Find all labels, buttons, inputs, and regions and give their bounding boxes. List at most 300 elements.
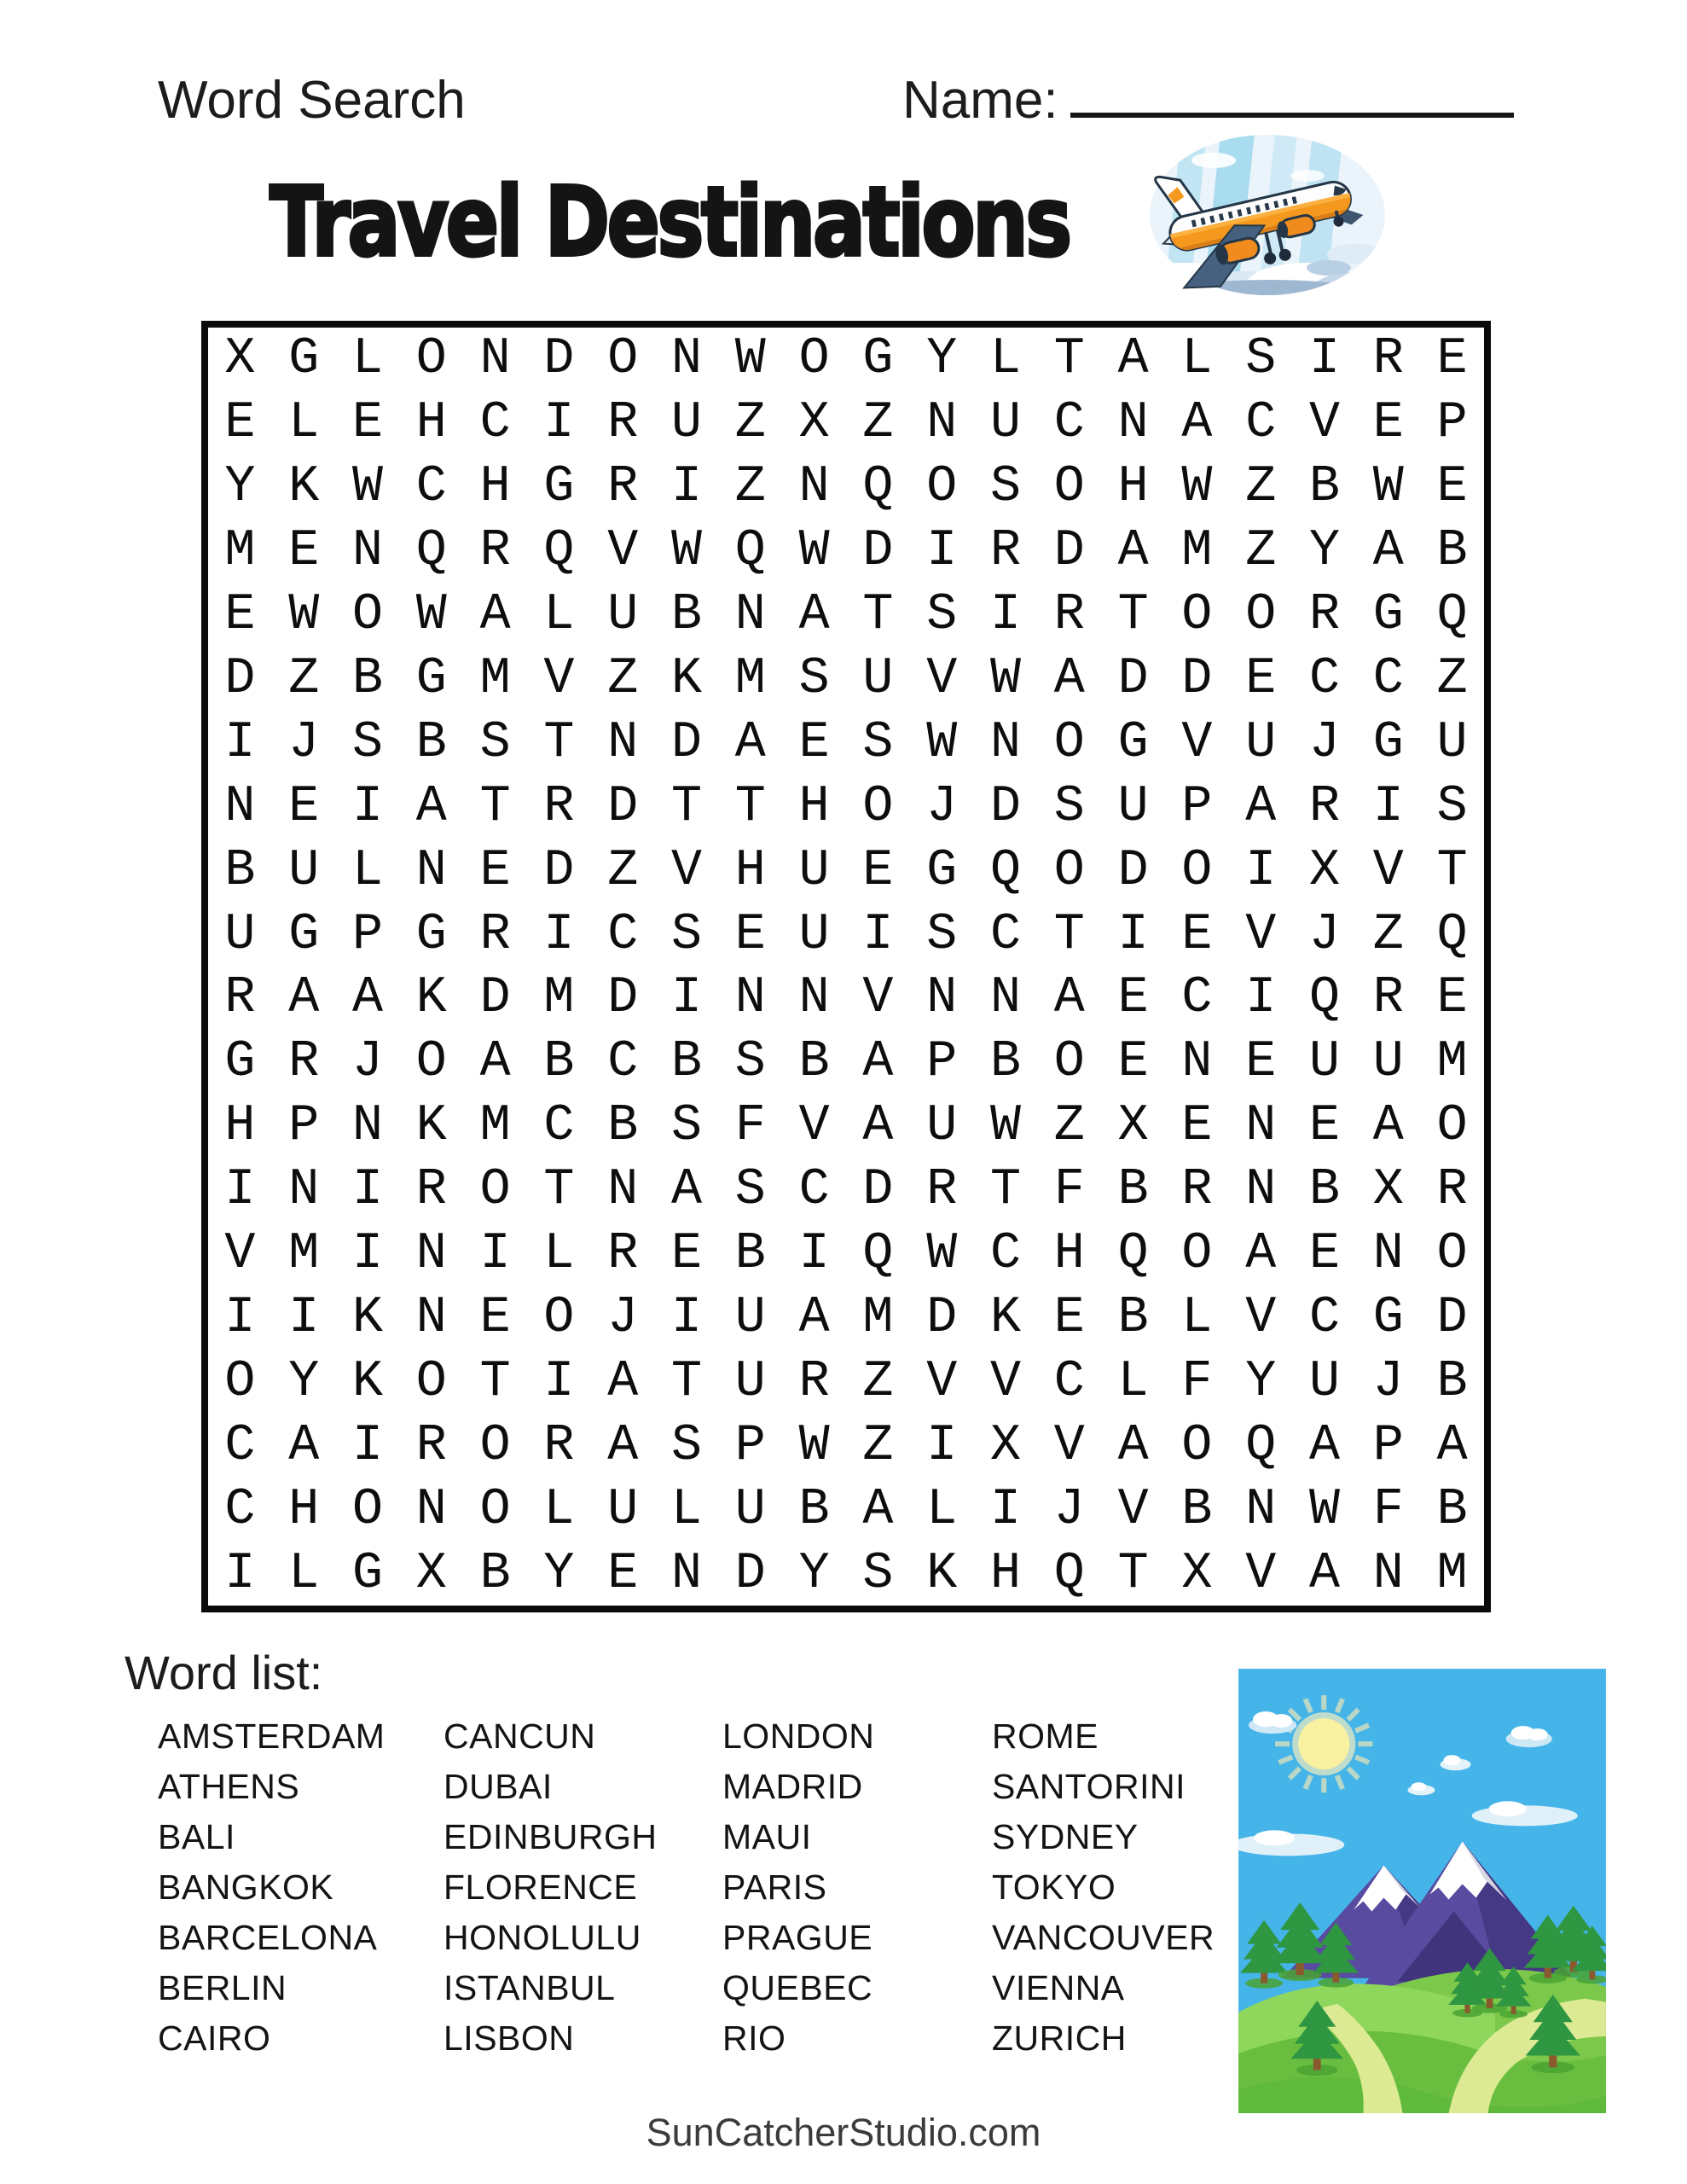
grid-cell: C (798, 1161, 830, 1220)
grid-cell: A (670, 1161, 702, 1220)
grid-cell: C (989, 905, 1021, 964)
grid-cell: U (1436, 713, 1468, 772)
grid-cell: W (1308, 1480, 1340, 1539)
grid-cell: A (479, 1033, 511, 1092)
word-list-item: HONOLULU (443, 1918, 641, 1957)
grid-cell: B (670, 586, 702, 645)
grid-cell: S (351, 713, 383, 772)
grid-cell: D (607, 777, 639, 836)
grid-cell: G (415, 905, 447, 964)
grid-cell: P (351, 905, 383, 964)
grid-cell: V (989, 1352, 1021, 1411)
grid-cell: P (1372, 1416, 1404, 1475)
word-list-item: ROME (992, 1716, 1099, 1756)
grid-cell: H (288, 1480, 320, 1539)
word-list-heading: Word list: (125, 1646, 323, 1699)
grid-cell: U (734, 1352, 766, 1411)
grid-cell: E (288, 522, 320, 581)
grid-cell: T (670, 1352, 702, 1411)
grid-cell: Z (1245, 458, 1277, 517)
word-list-column (443, 1711, 722, 2064)
grid-cell: E (224, 586, 256, 645)
grid-cell: Y (224, 458, 256, 517)
grid-cell: D (543, 841, 575, 900)
grid-cell: U (1372, 1033, 1404, 1092)
grid-cell: E (479, 1288, 511, 1347)
grid-cell: B (1308, 458, 1340, 517)
grid-cell: A (1245, 777, 1277, 836)
grid-cell: I (670, 458, 702, 517)
grid-cell: U (607, 586, 639, 645)
grid-cell: F (1053, 1161, 1085, 1220)
grid-cell: X (989, 1416, 1021, 1475)
grid-cell: P (926, 1033, 958, 1092)
grid-cell: T (1053, 330, 1085, 389)
grid-cell: A (1436, 1416, 1468, 1475)
grid-cell: K (415, 969, 447, 1028)
grid-cell: X (415, 1544, 447, 1603)
grid-cell: O (1181, 1225, 1213, 1284)
grid-cell: N (1117, 394, 1149, 453)
grid-cell: M (862, 1288, 894, 1347)
grid-cell: I (351, 777, 383, 836)
grid-cell: P (1436, 394, 1468, 453)
grid-cell: O (1053, 458, 1085, 517)
grid-cell: S (989, 458, 1021, 517)
grid-cell: Y (926, 330, 958, 389)
grid-cell: Z (607, 841, 639, 900)
grid-cell: R (1372, 330, 1404, 389)
grid-cell: J (1053, 1480, 1085, 1539)
word-list-item: VANCOUVER (992, 1918, 1215, 1957)
grid-cell: Y (543, 1544, 575, 1603)
grid-cell: C (1372, 649, 1404, 708)
grid-cell: L (1181, 1288, 1213, 1347)
grid-cell: Z (734, 458, 766, 517)
grid-cell: A (607, 1416, 639, 1475)
grid-cell: M (1436, 1033, 1468, 1092)
grid-cell: I (1372, 777, 1404, 836)
grid-cell: B (1436, 1480, 1468, 1539)
grid-cell: G (415, 649, 447, 708)
grid-cell: Q (862, 1225, 894, 1284)
grid-cell: S (734, 1161, 766, 1220)
grid-cell: R (543, 777, 575, 836)
grid-cell: U (862, 649, 894, 708)
grid-cell: A (798, 586, 830, 645)
puzzle-title: Travel Destinations (270, 167, 1070, 278)
grid-cell: N (415, 1288, 447, 1347)
grid-cell: T (734, 777, 766, 836)
grid-cell: E (1436, 330, 1468, 389)
grid-cell: I (1245, 841, 1277, 900)
grid-cell: A (288, 969, 320, 1028)
grid-cell: G (1117, 713, 1149, 772)
grid-cell: I (224, 1288, 256, 1347)
grid-cell: W (288, 586, 320, 645)
grid-cell: W (798, 522, 830, 581)
grid-cell: Z (862, 1416, 894, 1475)
grid-cell: A (1372, 522, 1404, 581)
grid-cell: A (1053, 969, 1085, 1028)
grid-cell: N (670, 1544, 702, 1603)
grid-cell: L (989, 330, 1021, 389)
grid-cell: N (926, 394, 958, 453)
footer-credit: SunCatcherStudio.com (646, 2111, 1041, 2154)
grid-cell: W (926, 1225, 958, 1284)
grid-cell: Z (734, 394, 766, 453)
grid-cell: H (1117, 458, 1149, 517)
grid-cell: O (415, 1033, 447, 1092)
grid-cell: D (543, 330, 575, 389)
grid-cell: G (288, 905, 320, 964)
grid-cell: V (1181, 713, 1213, 772)
word-list-item: PRAGUE (722, 1918, 873, 1957)
grid-cell: S (670, 1097, 702, 1156)
grid-cell: M (479, 649, 511, 708)
grid-cell: B (670, 1033, 702, 1092)
grid-cell: J (1308, 905, 1340, 964)
grid-cell: B (734, 1225, 766, 1284)
grid-cell: N (1245, 1097, 1277, 1156)
grid-cell: T (1053, 905, 1085, 964)
grid-cell: O (607, 330, 639, 389)
grid-cell: N (351, 522, 383, 581)
grid-cell: N (224, 777, 256, 836)
grid-cell: B (798, 1480, 830, 1539)
grid-cell: I (798, 1225, 830, 1284)
grid-cell: Z (607, 649, 639, 708)
grid-cell: I (989, 586, 1021, 645)
grid-cell: N (479, 330, 511, 389)
grid-cell: X (798, 394, 830, 453)
grid-cell: N (288, 1161, 320, 1220)
grid-cell: A (1117, 1416, 1149, 1475)
grid-cell: W (989, 649, 1021, 708)
grid-cell: H (798, 777, 830, 836)
word-search-grid (201, 321, 1491, 1612)
grid-cell: D (1181, 649, 1213, 708)
grid-cell: M (1181, 522, 1213, 581)
grid-cell: H (989, 1544, 1021, 1603)
grid-cell: T (670, 777, 702, 836)
grid-cell: I (351, 1225, 383, 1284)
grid-cell: Q (1245, 1416, 1277, 1475)
grid-cell: R (1053, 586, 1085, 645)
grid-cell: B (989, 1033, 1021, 1092)
grid-cell: C (1053, 394, 1085, 453)
grid-cell: V (1372, 841, 1404, 900)
grid-cell: E (1181, 905, 1213, 964)
grid-cell: K (288, 458, 320, 517)
grid-cell: V (1117, 1480, 1149, 1539)
grid-cell: O (479, 1161, 511, 1220)
word-list-item: CAIRO (158, 2018, 271, 2058)
grid-cell: Q (1436, 586, 1468, 645)
grid-cell: N (1372, 1544, 1404, 1603)
grid-cell: E (1117, 1033, 1149, 1092)
airplane-icon (1133, 125, 1399, 307)
grid-cell: U (224, 905, 256, 964)
word-list-item: RIO (722, 2018, 786, 2058)
grid-cell: N (415, 841, 447, 900)
word-list-item: FLORENCE (443, 1867, 638, 1907)
grid-cell: E (288, 777, 320, 836)
grid-cell: Q (415, 522, 447, 581)
grid-cell: E (1436, 969, 1468, 1028)
grid-cell: S (479, 713, 511, 772)
grid-cell: U (798, 905, 830, 964)
grid-cell: R (224, 969, 256, 1028)
grid-cell: H (224, 1097, 256, 1156)
grid-cell: B (1181, 1480, 1213, 1539)
grid-cell: N (351, 1097, 383, 1156)
grid-cell: H (415, 394, 447, 453)
grid-cell: D (926, 1288, 958, 1347)
grid-cell: A (1372, 1097, 1404, 1156)
grid-cell: N (1372, 1225, 1404, 1284)
grid-cell: U (989, 394, 1021, 453)
grid-cell: Q (1053, 1544, 1085, 1603)
grid-cell: M (224, 522, 256, 581)
grid-cell: U (288, 841, 320, 900)
grid-cell: Z (862, 394, 894, 453)
grid-cell: A (1053, 649, 1085, 708)
grid-cell: E (1245, 1033, 1277, 1092)
grid-cell: B (1117, 1288, 1149, 1347)
word-list-item: SANTORINI (992, 1767, 1186, 1806)
grid-cell: V (1245, 1288, 1277, 1347)
grid-cell: R (1372, 969, 1404, 1028)
grid-cell: M (288, 1225, 320, 1284)
grid-cell: N (734, 586, 766, 645)
grid-cell: T (989, 1161, 1021, 1220)
grid-cell: O (1181, 841, 1213, 900)
grid-cell: U (607, 1480, 639, 1539)
grid-cell: J (607, 1288, 639, 1347)
grid-cell: K (415, 1097, 447, 1156)
grid-cell: B (1436, 522, 1468, 581)
grid-cell: I (543, 1352, 575, 1411)
grid-cell: Z (1245, 522, 1277, 581)
grid-cell: E (1372, 394, 1404, 453)
grid-cell: U (670, 394, 702, 453)
grid-cell: N (989, 713, 1021, 772)
grid-cell: W (1372, 458, 1404, 517)
grid-cell: L (1117, 1352, 1149, 1411)
grid-cell: U (1308, 1033, 1340, 1092)
grid-cell: L (543, 1480, 575, 1539)
word-list-item: ISTANBUL (443, 1968, 616, 2007)
grid-cell: V (1053, 1416, 1085, 1475)
grid-cell: T (543, 713, 575, 772)
grid-cell: B (224, 841, 256, 900)
page-title: Word Search (158, 71, 466, 130)
grid-cell: Y (798, 1544, 830, 1603)
grid-cell: G (1372, 713, 1404, 772)
grid-cell: B (1436, 1352, 1468, 1411)
grid-cell: N (989, 969, 1021, 1028)
grid-cell: R (607, 1225, 639, 1284)
grid-cell: Z (1436, 649, 1468, 708)
grid-cell: L (1181, 330, 1213, 389)
grid-cell: O (1053, 841, 1085, 900)
grid-cell: O (1436, 1225, 1468, 1284)
word-list-column (722, 1711, 992, 2064)
grid-cell: D (862, 522, 894, 581)
grid-cell: O (415, 1352, 447, 1411)
grid-cell: R (288, 1033, 320, 1092)
grid-cell: L (543, 586, 575, 645)
grid-cell: R (479, 905, 511, 964)
grid-cell: N (798, 458, 830, 517)
grid-cell: A (862, 1033, 894, 1092)
grid-cell: A (1308, 1416, 1340, 1475)
grid-cell: R (543, 1416, 575, 1475)
grid-cell: Y (1308, 522, 1340, 581)
grid-cell: E (1308, 1097, 1340, 1156)
grid-cell: D (224, 649, 256, 708)
grid-cell: D (1053, 522, 1085, 581)
grid-cell: A (479, 586, 511, 645)
name-input-line[interactable] (1070, 109, 1514, 118)
word-list-item: MAUI (722, 1817, 812, 1856)
grid-cell: C (607, 1033, 639, 1092)
grid-cell: H (1053, 1225, 1085, 1284)
grid-cell: I (1308, 330, 1340, 389)
grid-cell: G (288, 330, 320, 389)
grid-cell: V (798, 1097, 830, 1156)
grid-cell: O (224, 1352, 256, 1411)
word-list-item: LONDON (722, 1716, 875, 1756)
grid-cell: I (479, 1225, 511, 1284)
grid-cell: J (1372, 1352, 1404, 1411)
grid-cell: Q (1436, 905, 1468, 964)
grid-cell: I (224, 1161, 256, 1220)
grid-cell: O (926, 458, 958, 517)
grid-cell: G (543, 458, 575, 517)
grid-cell: S (1245, 330, 1277, 389)
grid-cell: Z (1372, 905, 1404, 964)
grid-cell: B (798, 1033, 830, 1092)
grid-cell: B (543, 1033, 575, 1092)
grid-cell: G (1372, 586, 1404, 645)
grid-cell: V (926, 1352, 958, 1411)
grid-cell: A (862, 1097, 894, 1156)
grid-cell: R (607, 458, 639, 517)
grid-cell: E (607, 1544, 639, 1603)
grid-cell: Y (1245, 1352, 1277, 1411)
grid-cell: T (1117, 586, 1149, 645)
grid-cell: U (734, 1288, 766, 1347)
grid-cell: A (1117, 522, 1149, 581)
grid-cell: E (351, 394, 383, 453)
grid-cell: V (224, 1225, 256, 1284)
grid-cell: T (1436, 841, 1468, 900)
grid-cell: E (734, 905, 766, 964)
name-row (902, 70, 1514, 131)
grid-cell: W (1181, 458, 1213, 517)
grid-cell: C (1053, 1352, 1085, 1411)
grid-cell: O (479, 1416, 511, 1475)
grid-cell: L (288, 1544, 320, 1603)
grid-cell: Z (1053, 1097, 1085, 1156)
grid-cell: E (1245, 649, 1277, 708)
grid-cell: D (989, 777, 1021, 836)
grid-cell: O (415, 330, 447, 389)
grid-cell: A (1181, 394, 1213, 453)
grid-cell: T (862, 586, 894, 645)
grid-cell: A (798, 1288, 830, 1347)
grid-cell: W (989, 1097, 1021, 1156)
word-list-column (158, 1711, 443, 2064)
grid-cell: I (288, 1288, 320, 1347)
grid-cell: E (1308, 1225, 1340, 1284)
grid-cell: N (798, 969, 830, 1028)
grid-cell: O (1053, 1033, 1085, 1092)
grid-cell: J (926, 777, 958, 836)
grid-cell: A (1245, 1225, 1277, 1284)
grid-cell: Q (862, 458, 894, 517)
grid-cell: W (415, 586, 447, 645)
grid-cell: V (1245, 1544, 1277, 1603)
grid-cell: K (670, 649, 702, 708)
grid-cell: V (670, 841, 702, 900)
grid-cell: F (734, 1097, 766, 1156)
grid-cell: X (1181, 1544, 1213, 1603)
grid-cell: S (926, 586, 958, 645)
grid-cell: M (543, 969, 575, 1028)
word-list-item: PARIS (722, 1867, 827, 1907)
word-list-item: MADRID (722, 1767, 863, 1806)
grid-cell: A (1117, 330, 1149, 389)
grid-cell: R (415, 1416, 447, 1475)
word-list-column (992, 1711, 1273, 2064)
grid-cell: P (288, 1097, 320, 1156)
grid-cell: I (543, 394, 575, 453)
grid-cell: S (1053, 777, 1085, 836)
grid-cell: I (670, 969, 702, 1028)
grid-cell: B (351, 649, 383, 708)
grid-cell: B (479, 1544, 511, 1603)
grid-cell: O (351, 1480, 383, 1539)
grid-cell: N (926, 969, 958, 1028)
grid-cell: A (351, 969, 383, 1028)
grid-cell: I (989, 1480, 1021, 1539)
grid-cell: O (1436, 1097, 1468, 1156)
grid-cell: V (607, 522, 639, 581)
grid-cell: Y (288, 1352, 320, 1411)
grid-cell: I (1117, 905, 1149, 964)
word-list-item: SYDNEY (992, 1817, 1139, 1856)
grid-cell: N (670, 330, 702, 389)
grid-cell: O (351, 586, 383, 645)
word-list-item: BALI (158, 1817, 235, 1856)
grid-cell: R (1181, 1161, 1213, 1220)
grid-cell: D (734, 1544, 766, 1603)
grid-cell: Z (862, 1352, 894, 1411)
grid-cell: N (415, 1225, 447, 1284)
word-list-item: QUEBEC (722, 1968, 873, 2007)
grid-cell: U (926, 1097, 958, 1156)
grid-cell: I (224, 1544, 256, 1603)
word-list-item: BARCELONA (158, 1918, 378, 1957)
grid-cell: N (1245, 1161, 1277, 1220)
grid-cell: F (1372, 1480, 1404, 1539)
grid-cell: D (862, 1161, 894, 1220)
grid-cell: A (288, 1416, 320, 1475)
grid-cell: I (224, 713, 256, 772)
